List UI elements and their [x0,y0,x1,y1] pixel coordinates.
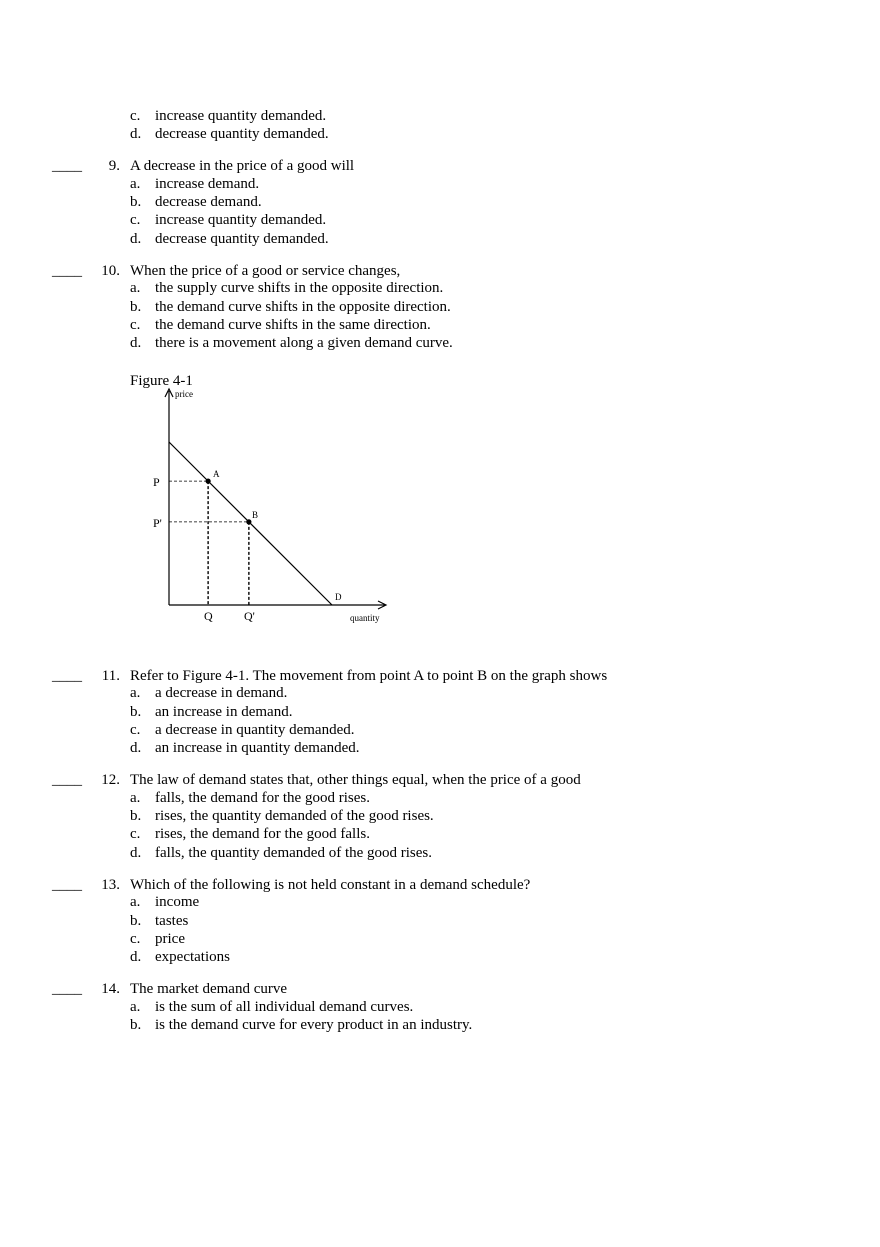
option-text: expectations [155,949,230,965]
option-text: is the sum of all individual demand curves. [155,999,414,1015]
option-letter: d. [130,740,142,756]
option-letter: b. [130,1017,142,1033]
answer-blank[interactable]: ____ [52,263,82,279]
option-text: increase quantity demanded. [155,108,327,124]
quantity-label-q: Q [204,609,213,623]
option-text: the supply curve shifts in the opposite direction. [155,280,444,296]
option-letter: b. [130,704,142,720]
option-text: decrease quantity demanded. [155,231,329,247]
answer-blank[interactable]: ____ [52,158,82,174]
option-letter: a. [130,685,141,701]
option-letter: b. [130,299,142,315]
point-a [206,479,211,484]
point-b [246,519,251,524]
option-letter: b. [130,913,142,929]
y-axis-label: price [175,389,193,399]
option-text: the demand curve shifts in the opposite direction. [155,299,451,315]
question-stem: Refer to Figure 4-1. The movement from point A to point B on the graph shows [130,668,608,684]
option-letter: b. [130,808,142,824]
option-letter: a. [130,280,141,296]
price-label-p-prime: P' [153,516,162,530]
option-text: is the demand curve for every product in an industry. [155,1017,473,1033]
question-stem: When the price of a good or service changes, [130,263,401,279]
answer-blank[interactable]: ____ [52,877,82,893]
demand-curve-label: D [335,592,342,602]
option-text: tastes [155,913,189,929]
option-letter: c. [130,722,141,738]
option-text: increase demand. [155,176,260,192]
option-text: price [155,931,185,947]
point-label-a: A [213,469,220,479]
option-text: an increase in demand. [155,704,293,720]
option-letter: d. [130,231,142,247]
option-letter: d. [130,335,142,351]
question-number: 12. [101,772,120,788]
option-text: falls, the demand for the good rises. [155,790,370,806]
option-letter: a. [130,176,141,192]
answer-blank[interactable]: ____ [52,981,82,997]
question-number: 9. [108,158,120,174]
option-text: there is a movement along a given demand curve. [155,335,453,351]
figure-title: Figure 4-1 [130,373,193,389]
option-letter: a. [130,894,141,910]
option-letter: d. [130,949,142,965]
quantity-label-q-prime: Q' [244,609,255,623]
option-letter: c. [130,317,141,333]
option-text: a decrease in quantity demanded. [155,722,355,738]
answer-blank[interactable]: ____ [52,668,82,684]
option-letter: a. [130,790,141,806]
option-text: decrease demand. [155,194,262,210]
point-label-b: B [252,510,259,520]
option-text: falls, the quantity demanded of the good rises. [155,845,433,861]
demand-chart [140,380,400,630]
option-letter: c. [130,108,141,124]
option-text: income [155,894,200,910]
question-stem: Which of the following is not held constant in a demand schedule? [130,877,531,893]
option-letter: d. [130,126,142,142]
option-text: an increase in quantity demanded. [155,740,360,756]
option-text: a decrease in demand. [155,685,288,701]
question-number: 11. [101,668,120,684]
question-number: 13. [101,877,120,893]
option-letter: a. [130,999,141,1015]
question-number: 10. [101,263,120,279]
option-text: the demand curve shifts in the same direction. [155,317,431,333]
option-letter: c. [130,931,141,947]
question-stem: The market demand curve [130,981,288,997]
question-stem: The law of demand states that, other things equal, when the price of a good [130,772,581,788]
price-label-p: P [153,475,160,489]
option-text: increase quantity demanded. [155,212,327,228]
plot-area [169,442,332,605]
option-text: decrease quantity demanded. [155,126,329,142]
option-letter: b. [130,194,142,210]
option-text: rises, the demand for the good falls. [155,826,370,842]
option-letter: c. [130,826,141,842]
question-number: 14. [101,981,120,997]
question-stem: A decrease in the price of a good will [130,158,355,174]
option-text: rises, the quantity demanded of the good rises. [155,808,434,824]
answer-blank[interactable]: ____ [52,772,82,788]
x-axis-label: quantity [350,613,380,623]
option-letter: d. [130,845,142,861]
option-letter: c. [130,212,141,228]
